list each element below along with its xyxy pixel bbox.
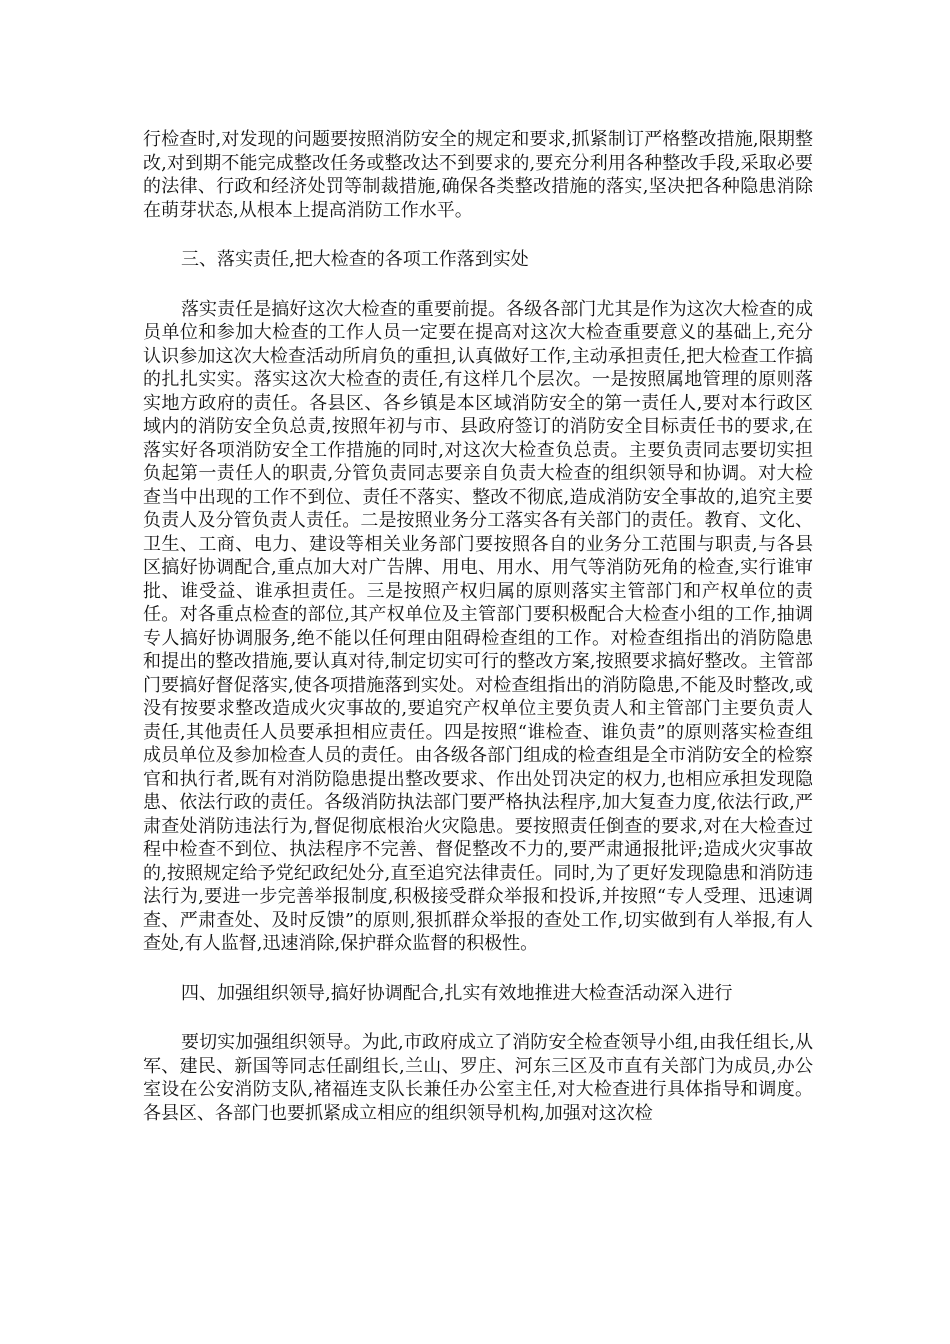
paragraph-responsibility: 落实责任是搞好这次大检查的重要前提。各级各部门尤其是作为这次大检查的成员单位和参加大检查的工作人员一定要在提高对这次大检查重要意义的基础上,充分认识参加这次大检查活动所肩负的重担,认真做好工作,主动承担责任,把大检查工作搞的扎扎实实。落实这次大检查的责任,有这样几个层次。一是按照属地管理的原则落实地方政府的责任。各县区、各乡镇是本区域消防安全的第一责任人,要对本行政区域内的消防安全负总责,按照年初与市、县政府签订的消防安全目标责任书的要求,在落实好各项消防安全工作措施的同时,对这次大检查负总责。主要负责同志要切实担负起第一责任人的职责,分管负责同志要亲自负责大检查的组织领导和协调。对大检查当中出现的工作不到位、责任不落实、整改不彻底,造成消防安全事故的,追究主要负责人及分管负责人责任。二是按照业务分工落实各有关部门的责任。教育、文化、卫生、工商、电力、建设等相关业务部门要按照各自的业务分工范围与职责,与各县区搞好协调配合,重点加大对广告牌、用电、用水、用气等消防死角的检查,实行谁审批、谁受益、谁承担责任。三是按照产权归属的原则落实主管部门和产权单位的责任。对各重点检查的部位,其产权单位及主管部门要积极配合大检查小组的工作,抽调专人搞好协调服务,绝不能以任何理由阻碍检查组的工作。对检查组指出的消防隐患和提出的整改措施,要认真对待,制定切实可行的整改方案,按照要求搞好整改。主管部门要搞好督促落实,使各项措施落到实处。对检查组指出的消防隐患,不能及时整改,或没有按要求整改造成火灾事故的,要追究产权单位主要负责人和主管部门主要负责人责任,其他责任人员要承担相应责任。四是按照“谁检查、谁负责”的原则落实检查组成员单位及参加检查人员的责任。由各级各部门组成的检查组是全市消防安全的检察官和执行者,既有对消防隐患提出整改要求、作出处罚决定的权力,也相应承担发现隐患、依法行政的责任。各级消防执法部门要严格执法程序,加大复查力度,依法行政,严肃查处消防违法行为,督促彻底根治火灾隐患。要按照责任倒查的要求,对在大检查过程中检查不到位、执法程序不完善、督促整改不力的,要严肃通报批评;造成火灾事故的,按照规定给予党纪政纪处分,直至追究法律责任。同时,为了更好发现隐患和消防违法行为,要进一步完善举报制度,积极接受群众举报和投诉,并按照“专人受理、迅速调查、严肃查处、及时反馈”的原则,狠抓群众举报的查处工作,切实做到有人举报,有人查处,有人监督,迅速消除,保护群众监督的积极性。 [143,298,813,954]
paragraph-continuation: 行检查时,对发现的问题要按照消防安全的规定和要求,抓紧制订严格整改措施,限期整改,对到期不能完成整改任务或整改达不到要求的,要充分利用各种整改手段,采取必要的法律、行政和经济处罚等制裁措施,确保各类整改措施的落实,坚决把各种隐患消除在萌芽状态,从根本上提高消防工作水平。 [143,129,813,221]
section-heading-4: 四、加强组织领导,搞好协调配合,扎实有效地推进大检查活动深入进行 [181,982,733,1004]
paragraph-leadership: 要切实加强组织领导。为此,市政府成立了消防安全检查领导小组,由我任组长,从军、建民、新国等同志任副组长,兰山、罗庄、河东三区及市直有关部门为成员,办公室设在公安消防支队,褚福连支队长兼任办公室主任,对大检查进行具体指导和调度。各县区、各部门也要抓紧成立相应的组织领导机构,加强对这次检 [143,1032,813,1124]
section-heading-3: 三、落实责任,把大检查的各项工作落到实处 [181,249,529,270]
document-page [143,128,813,1125]
